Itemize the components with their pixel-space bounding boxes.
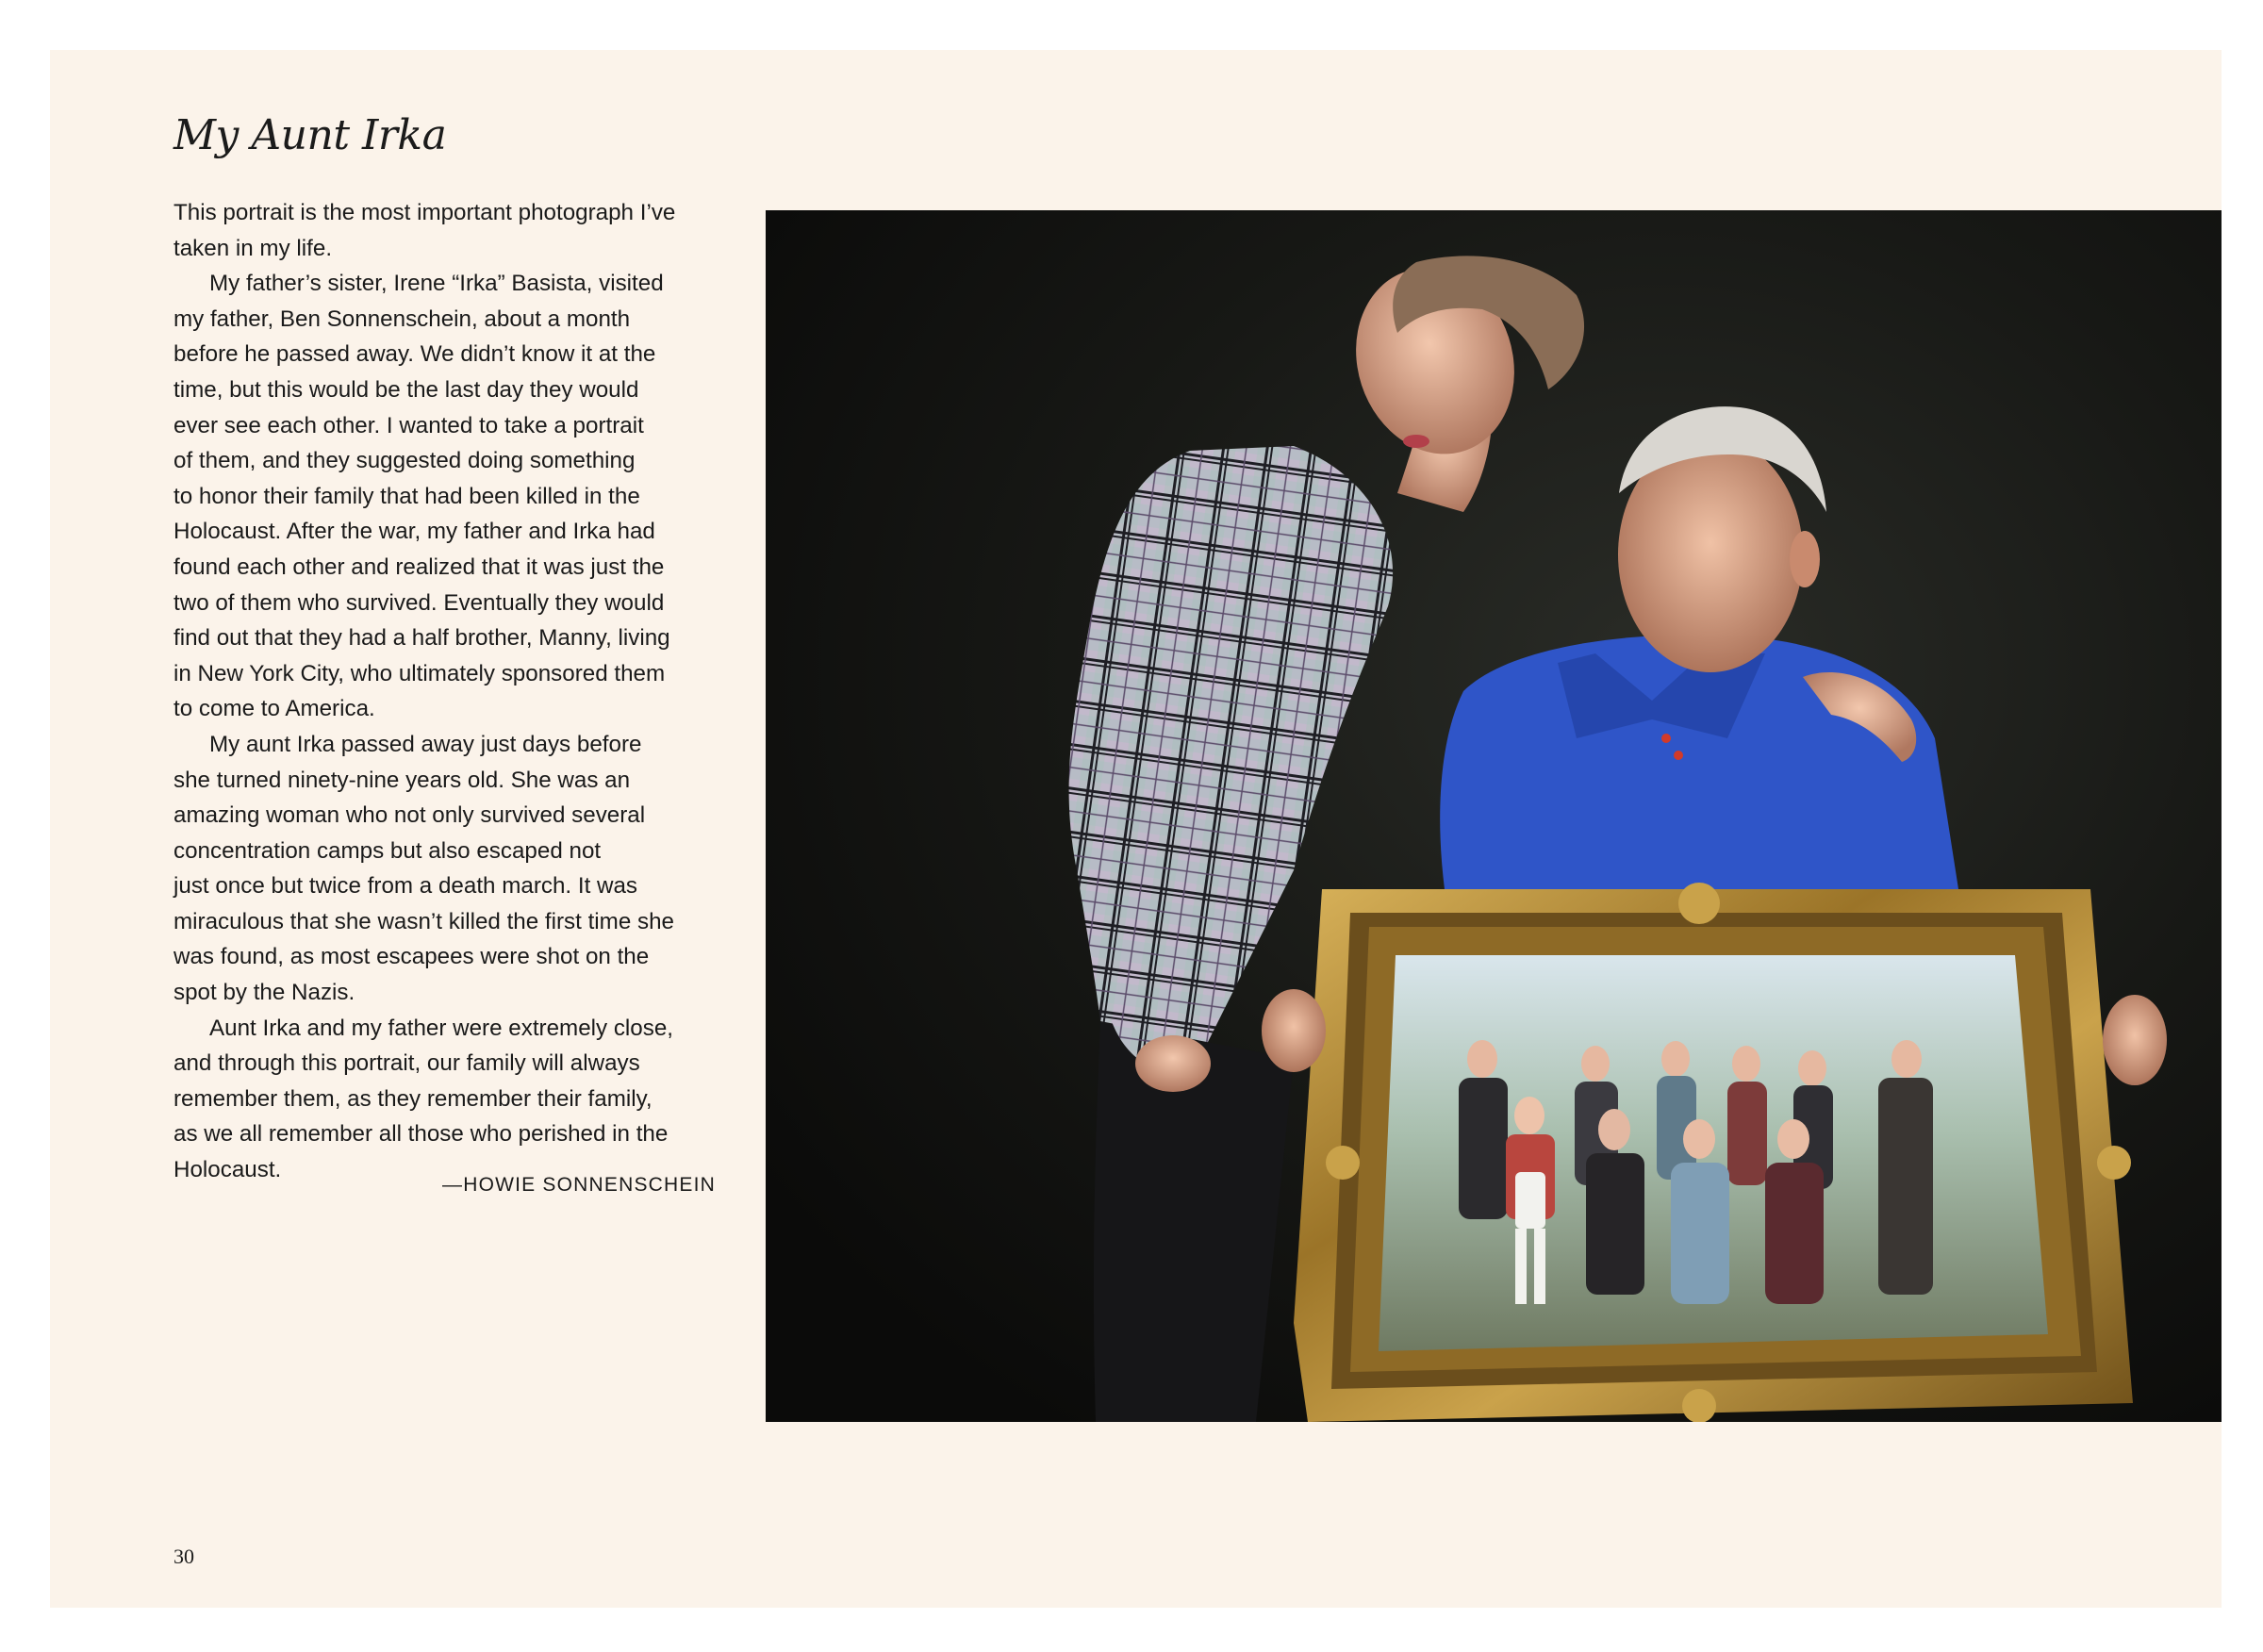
man-right-hand (2103, 995, 2167, 1085)
man-ear (1790, 531, 1820, 587)
essay-line: Aunt Irka and my father were extremely close, (209, 1015, 674, 1041)
shirt-button (1661, 734, 1671, 743)
essay-line: Holocaust. After the war, my father and Irka had (173, 519, 655, 545)
essay-line: my father, Ben Sonnenschein, about a month (173, 306, 631, 332)
essay-line: to come to America. (173, 696, 375, 722)
essay-line: Holocaust. (173, 1157, 282, 1183)
essay-line: concentration camps but also escaped not (173, 837, 602, 864)
book-page (50, 50, 2222, 1608)
essay-line: was found, as most escapees were shot on the (173, 944, 650, 970)
essay-line: ever see each other. I wanted to take a portrait (173, 412, 644, 438)
man-left-hand (1262, 989, 1326, 1072)
essay-line: My aunt Irka passed away just days before (209, 731, 642, 757)
essay-line: found each other and realized that it was just the (173, 553, 665, 580)
essay-line: remember them, as they remember their family, (173, 1085, 652, 1112)
essay-paragraph (173, 266, 720, 727)
author-byline: —HOWIE SONNENSCHEIN (442, 1174, 716, 1196)
essay-line: find out that they had a half brother, Manny, living (173, 625, 670, 652)
essay-line: This portrait is the most important photograph I’ve (173, 200, 676, 225)
essay-line: she turned ninety-nine years old. She was an (173, 767, 631, 793)
essay-line: taken in my life. (173, 235, 333, 261)
woman-lips (1403, 435, 1429, 448)
essay-paragraph (173, 1011, 720, 1188)
essay-line: to honor their family that had been killed in the (173, 483, 640, 509)
essay-line: before he passed away. We didn’t know it at the (173, 341, 656, 368)
essay-line: and through this portrait, our family will always (173, 1050, 640, 1077)
page-title: My Aunt Irka (173, 111, 447, 159)
essay-line: of them, and they suggested doing something (173, 448, 636, 474)
essay-line: as we all remember all those who perished in the (173, 1121, 669, 1148)
essay-line: two of them who survived. Eventually they would (173, 589, 665, 616)
essay-line: miraculous that she wasn’t killed the first time she (173, 908, 675, 934)
portrait-photo (766, 210, 2222, 1422)
essay-line: amazing woman who not only survived several (173, 802, 646, 829)
essay-line: time, but this would be the last day they would (173, 376, 639, 403)
page-number: 30 (173, 1545, 194, 1568)
essay-paragraph (173, 195, 720, 266)
shirt-button (1674, 751, 1683, 760)
essay-line: in New York City, who ultimately sponsored them (173, 660, 666, 686)
essay-line: spot by the Nazis. (173, 980, 355, 1006)
woman-hand (1135, 1035, 1211, 1092)
essay-line: My father’s sister, Irene “Irka” Basista, visited (209, 271, 664, 297)
essay-paragraph (173, 727, 720, 1011)
essay-text (173, 195, 720, 1188)
essay-line: just once but twice from a death march. It was (173, 873, 638, 900)
